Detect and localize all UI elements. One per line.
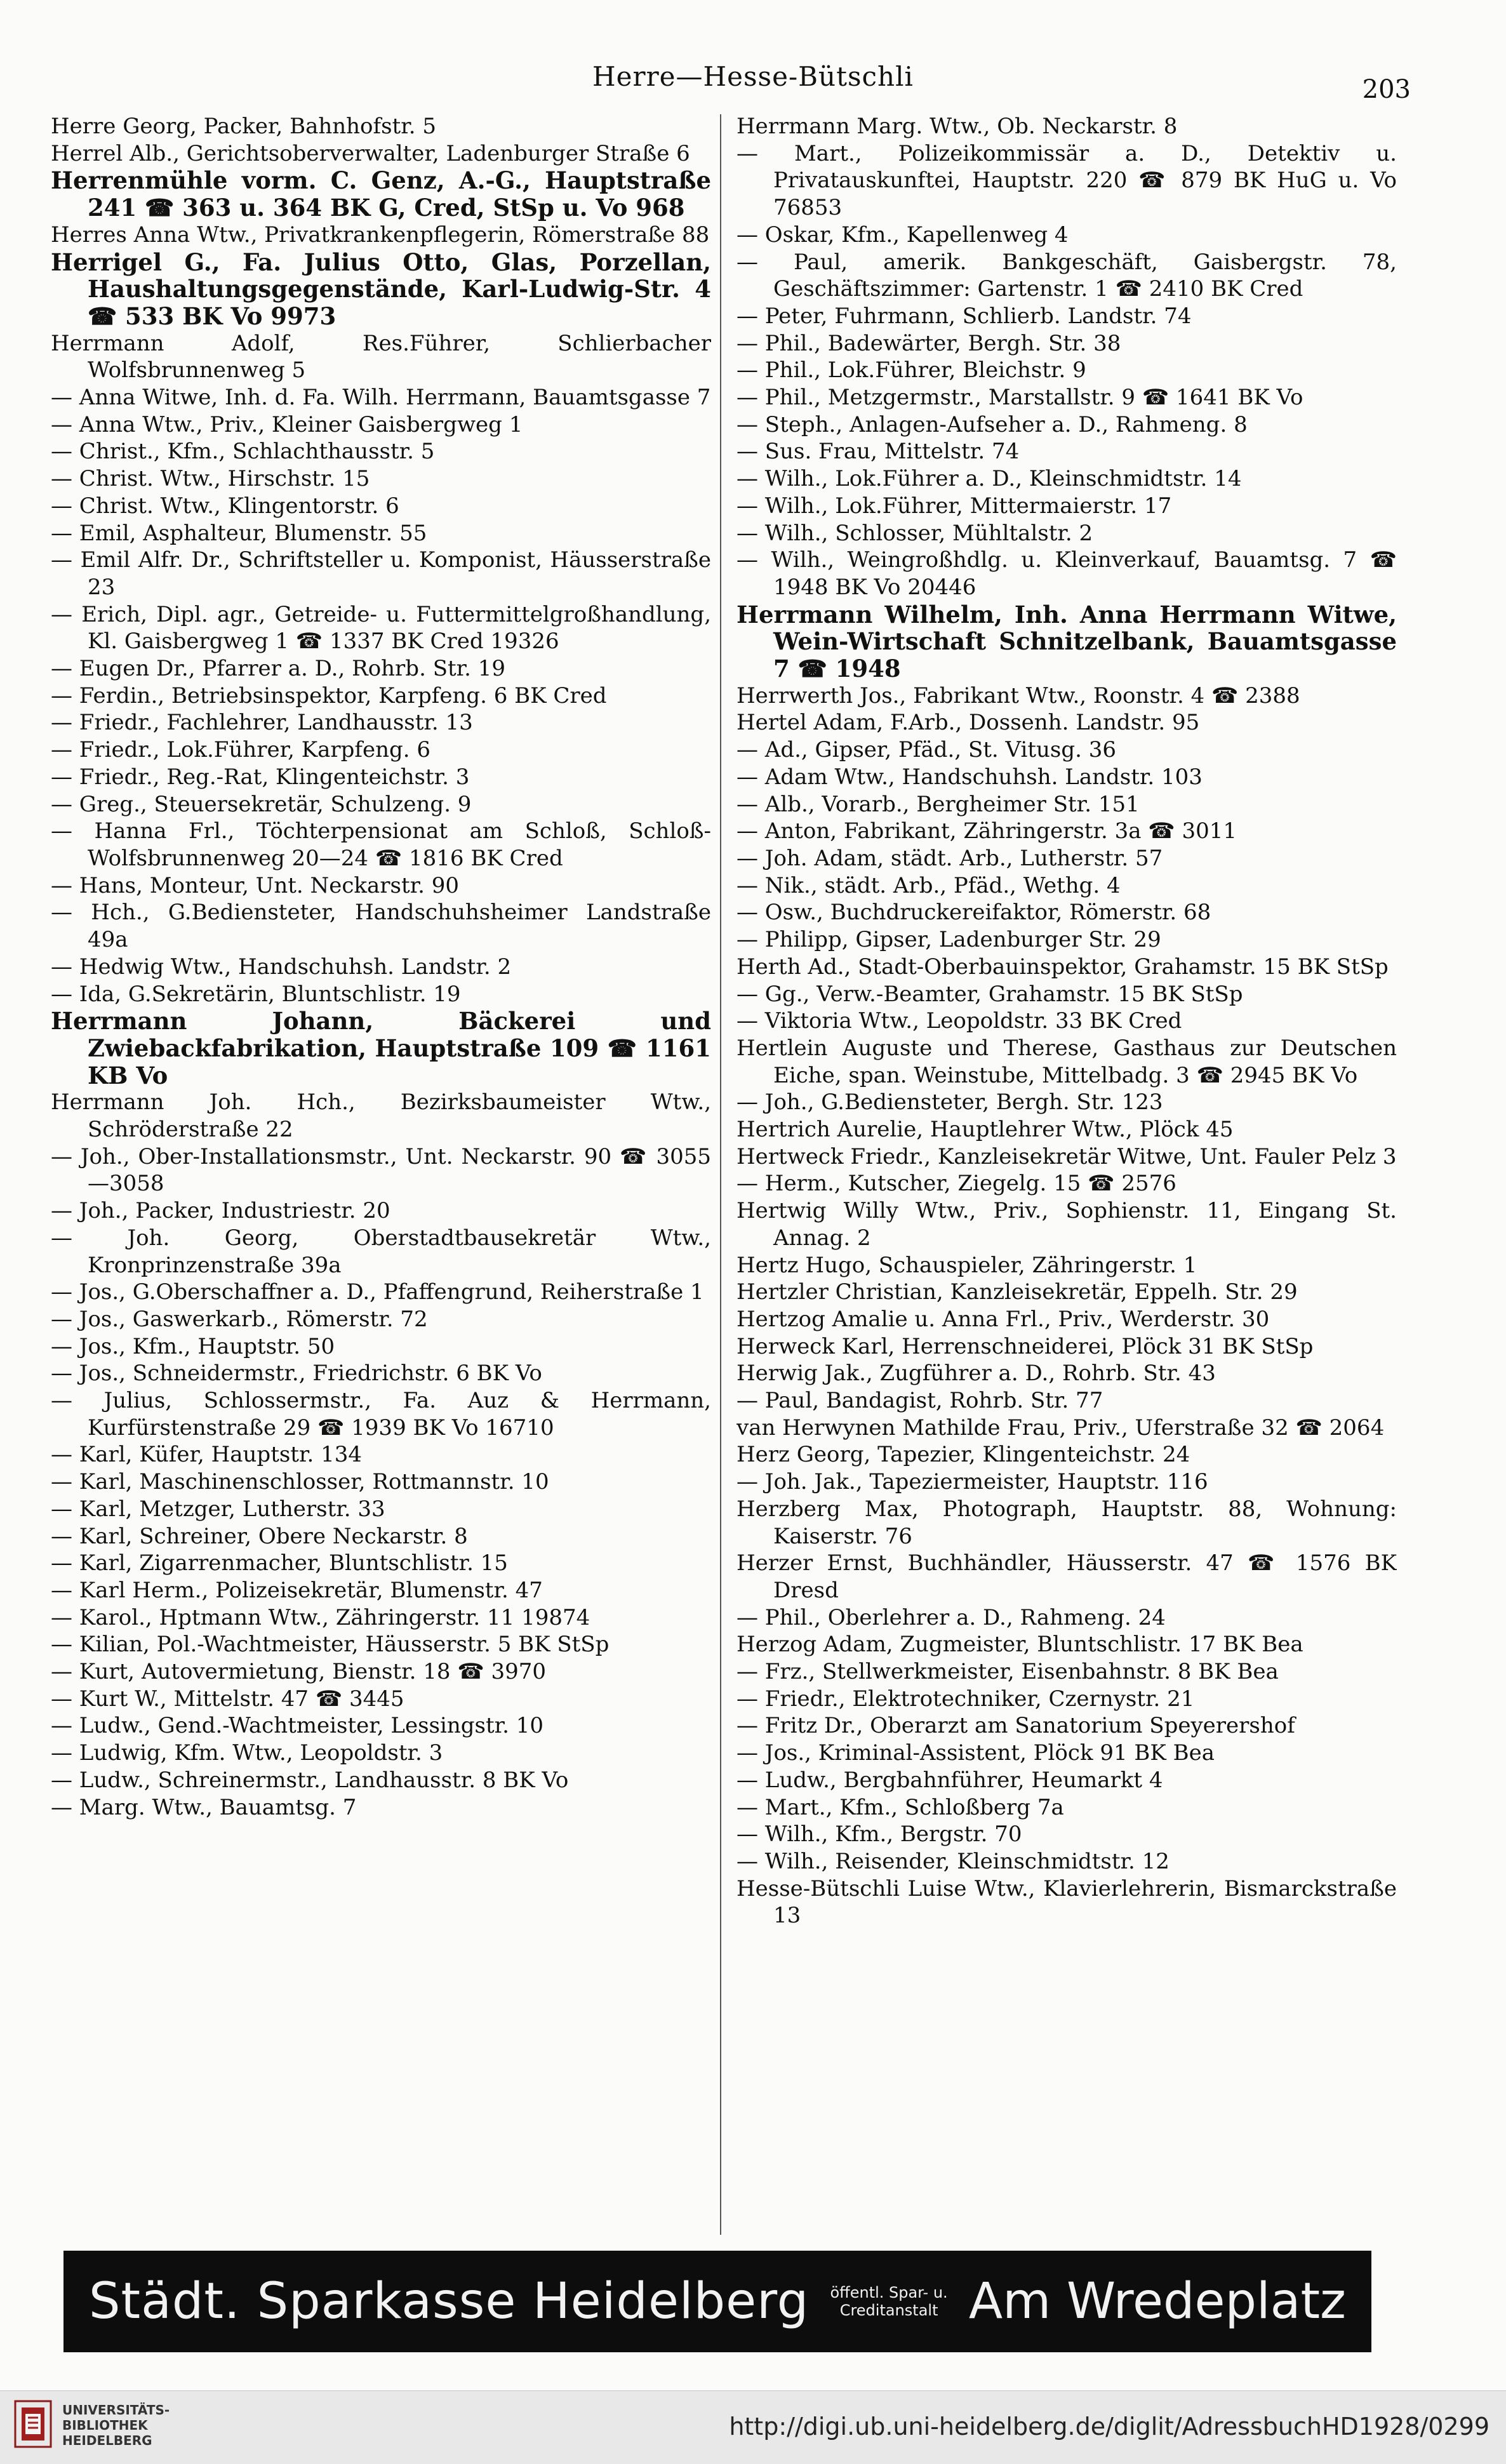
directory-entry: — Friedr., Elektrotechniker, Czernystr. 21 [736, 1686, 1195, 1712]
directory-entry: — Gg., Verw.-Beamter, Grahamstr. 15 BK StSp [736, 981, 1243, 1007]
directory-entry: — Emil, Asphalteur, Blumenstr. 55 [51, 520, 427, 546]
directory-entry: — Frz., Stellwerkmeister, Eisenbahnstr. 8 BK Bea [736, 1659, 1279, 1685]
directory-entry: — Phil., Metzgermstr., Marstallstr. 9 ☎ 1641 BK Vo [736, 385, 1303, 411]
directory-entry: Hertwig Willy Wtw., Priv., Sophienstr. 11, Eingang St. Annag. 2 [736, 1198, 1397, 1251]
directory-entry: — Steph., Anlagen-Aufseher a. D., Rahmeng. 8 [736, 411, 1248, 437]
banner-small-text: öffentl. Spar- u. Creditanstalt [830, 2284, 948, 2319]
directory-entry: — Joh. Adam, städt. Arb., Lutherstr. 57 [736, 845, 1163, 871]
directory-entry: — Paul, Bandagist, Rohrb. Str. 77 [736, 1388, 1103, 1414]
directory-entry: — Sus. Frau, Mittelstr. 74 [736, 439, 1020, 465]
directory-entry: — Christ. Wtw., Klingentorstr. 6 [51, 493, 399, 519]
directory-entry: — Anna Witwe, Inh. d. Fa. Wilh. Herrmann, Bauamtsgasse 7 [51, 385, 711, 411]
directory-entry: Herweck Karl, Herrenschneiderei, Plöck 31 BK StSp [736, 1333, 1314, 1359]
directory-entry: — Hanna Frl., Töchterpensionat am Schloß, Schloß-Wolfsbrunnenweg 20—24 ☎ 1816 BK Cred [51, 818, 711, 871]
directory-entry: — Paul, amerik. Bankgeschäft, Gaisbergstr. 78, Geschäftszimmer: Gartenstr. 1 ☎ 2410 BK Cred [736, 249, 1397, 302]
directory-entry: — Mart., Kfm., Schloßberg 7a [736, 1794, 1064, 1820]
digital-library-link[interactable]: http://digi.ub.uni-heidelberg.de/diglit/AdressbuchHD1928/0299 [729, 2413, 1489, 2441]
directory-entry: — Eugen Dr., Pfarrer a. D., Rohrb. Str. 19 [51, 656, 506, 682]
running-head: Herre—Hesse-Bütschli [592, 61, 914, 92]
directory-entry: — Wilh., Reisender, Kleinschmidtstr. 12 [736, 1849, 1169, 1874]
library-name [62, 2402, 170, 2448]
directory-entry: — Joh. Jak., Tapeziermeister, Hauptstr. 116 [736, 1469, 1208, 1495]
directory-entry: Herrel Alb., Gerichtsoberverwalter, Ladenburger Straße 6 [51, 140, 690, 166]
directory-entry: — Anna Wtw., Priv., Kleiner Gaisbergweg 1 [51, 411, 523, 437]
directory-entry: — Oskar, Kfm., Kapellenweg 4 [736, 222, 1069, 248]
directory-entry: van Herwynen Mathilde Frau, Priv., Uferstraße 32 ☎ 2064 [736, 1415, 1385, 1441]
directory-entry: — Joh., G.Bediensteter, Bergh. Str. 123 [736, 1089, 1163, 1115]
directory-entry: — Wilh., Kfm., Bergstr. 70 [736, 1821, 1022, 1848]
directory-entry: Herrenmühle vorm. C. Genz, A.-G., Hauptstraße 241 ☎ 363 u. 364 BK G, Cred, StSp u. Vo 968 [51, 166, 711, 222]
directory-entry: — Herm., Kutscher, Ziegelg. 15 ☎ 2576 [736, 1171, 1176, 1197]
directory-entry: — Emil Alfr. Dr., Schriftsteller u. Komponist, Häusserstraße 23 [51, 547, 711, 600]
directory-entry: — Phil., Oberlehrer a. D., Rahmeng. 24 [736, 1604, 1166, 1630]
directory-entry: — Hedwig Wtw., Handschuhsh. Landstr. 2 [51, 954, 512, 980]
banner-right-text: Am Wredeplatz [968, 2273, 1346, 2330]
directory-entry: — Joh. Georg, Oberstadtbausekretär Wtw., Kronprinzenstraße 39a [51, 1225, 711, 1278]
directory-entry: — Karl, Metzger, Lutherstr. 33 [51, 1496, 385, 1522]
directory-entry: — Christ., Kfm., Schlachthausstr. 5 [51, 439, 435, 465]
directory-entry: — Christ. Wtw., Hirschstr. 15 [51, 466, 370, 492]
directory-entry: — Jos., Gaswerkarb., Römerstr. 72 [51, 1306, 428, 1332]
directory-entry: — Adam Wtw., Handschuhsh. Landstr. 103 [736, 764, 1203, 790]
directory-entry: — Ida, G.Sekretärin, Bluntschlistr. 19 [51, 981, 461, 1007]
directory-entry: — Karol., Hptmann Wtw., Zähringerstr. 11 19874 [51, 1604, 590, 1630]
directory-entry: — Friedr., Fachlehrer, Landhausstr. 13 [51, 710, 473, 736]
directory-entry: Herrigel G., Fa. Julius Otto, Glas, Porzellan, Haushaltungsgegenstände, Karl-Ludwig-Str. 4 ☎ 533 BK Vo 9973 [51, 248, 711, 330]
directory-entry: — Jos., Kriminal-Assistent, Plöck 91 BK Bea [736, 1740, 1215, 1766]
directory-entry: Herrmann Marg. Wtw., Ob. Neckarstr. 8 [736, 114, 1178, 139]
directory-entry: — Phil., Badewärter, Bergh. Str. 38 [736, 330, 1121, 356]
directory-entry: — Ad., Gipser, Pfäd., St. Vitusg. 36 [736, 737, 1117, 763]
directory-entry: Herzog Adam, Zugmeister, Bluntschlistr. 17 BK Bea [736, 1632, 1303, 1658]
directory-entry: Herrmann Adolf, Res.Führer, Schlierbacher Wolfsbrunnenweg 5 [51, 330, 711, 383]
directory-entry: — Kurt, Autovermietung, Bienstr. 18 ☎ 3970 [51, 1659, 547, 1685]
directory-entry: — Fritz Dr., Oberarzt am Sanatorium Speyerershof [736, 1713, 1295, 1739]
directory-entry: Herres Anna Wtw., Privatkrankenpflegerin, Römerstraße 88 [51, 222, 710, 248]
directory-entry: — Joh., Ober-Installationsmstr., Unt. Neckarstr. 90 ☎ 3055—3058 [51, 1143, 711, 1197]
directory-entry: — Kilian, Pol.-Wachtmeister, Häusserstr. 5 BK StSp [51, 1632, 610, 1658]
library-name-line: UNIVERSITÄTS- BIBLIOTHEK HEIDELBERG [62, 2402, 170, 2448]
directory-entry: — Marg. Wtw., Bauamtsg. 7 [51, 1794, 357, 1820]
directory-entry: Herth Ad., Stadt-Oberbauinspektor, Grahamstr. 15 BK StSp [736, 954, 1389, 980]
directory-entry: Herre Georg, Packer, Bahnhofstr. 5 [51, 114, 436, 139]
directory-entry: Hertweck Friedr., Kanzleisekretär Witwe, Unt. Fauler Pelz 3 [736, 1143, 1397, 1169]
directory-entry: Herzberg Max, Photograph, Hauptstr. 88, Wohnung: Kaiserstr. 76 [736, 1496, 1397, 1549]
directory-entry: — Anton, Fabrikant, Zähringerstr. 3a ☎ 3011 [736, 818, 1237, 844]
directory-entry: — Friedr., Lok.Führer, Karpfeng. 6 [51, 737, 431, 763]
directory-entry: Hertzog Amalie u. Anna Frl., Priv., Werderstr. 30 [736, 1306, 1270, 1332]
directory-entry: — Karl, Maschinenschlosser, Rottmannstr. 10 [51, 1469, 549, 1495]
directory-entry: — Mart., Polizeikommissär a. D., Detektiv u. Privatauskunftei, Hauptstr. 220 ☎ 879 BK HuG u. Vo 76853 [736, 140, 1397, 221]
directory-entry: Herrmann Johann, Bäckerei und Zwiebackfabrikation, Hauptstraße 109 ☎ 1161 KB Vo [51, 1007, 711, 1089]
directory-entry: — Wilh., Weingroßhdlg. u. Kleinverkauf, Bauamtsg. 7 ☎ 1948 BK Vo 20446 [736, 547, 1397, 600]
page-number: 203 [1362, 75, 1411, 104]
directory-entry: — Greg., Steuersekretär, Schulzeng. 9 [51, 791, 472, 817]
directory-entry: — Karl, Schreiner, Obere Neckarstr. 8 [51, 1523, 468, 1549]
directory-entry: — Peter, Fuhrmann, Schlierb. Landstr. 74 [736, 303, 1192, 329]
directory-entry: Hertrich Aurelie, Hauptlehrer Wtw., Plöck 45 [736, 1117, 1234, 1143]
directory-entry: Herz Georg, Tapezier, Klingenteichstr. 24 [736, 1442, 1190, 1468]
directory-entry: — Erich, Dipl. agr., Getreide- u. Futtermittelgroßhandlung, Kl. Gaisbergweg 1 ☎ 1337 BK Cred 19326 [51, 601, 711, 655]
directory-entry: Herrwerth Jos., Fabrikant Wtw., Roonstr. 4 ☎ 2388 [736, 683, 1300, 709]
directory-entry: Herzer Ernst, Buchhändler, Häusserstr. 47 ☎ 1576 BK Dresd [736, 1550, 1397, 1603]
directory-entry: Hertel Adam, F.Arb., Dossenh. Landstr. 95 [736, 710, 1200, 736]
directory-entry: Herrmann Wilhelm, Inh. Anna Herrmann Witwe, Wein-Wirtschaft Schnitzelbank, Bauamtsgasse 7 ☎ 1948 [736, 600, 1397, 683]
directory-entry: — Kurt W., Mittelstr. 47 ☎ 3445 [51, 1686, 404, 1712]
directory-entry: — Jos., G.Oberschaffner a. D., Pfaffengrund, Reiherstraße 1 [51, 1279, 704, 1305]
directory-entry: — Ludwig, Kfm. Wtw., Leopoldstr. 3 [51, 1740, 443, 1766]
directory-entry: — Ludw., Bergbahnführer, Heumarkt 4 [736, 1767, 1163, 1793]
banner-main-text: Städt. Sparkasse Heidelberg [89, 2273, 810, 2330]
advertisement-banner [63, 2251, 1371, 2352]
directory-entry: Herrmann Joh. Hch., Bezirksbaumeister Wtw., Schröderstraße 22 [51, 1089, 711, 1143]
left-column [51, 113, 711, 2246]
directory-entry: — Jos., Schneidermstr., Friedrichstr. 6 BK Vo [51, 1361, 542, 1387]
directory-entry: — Viktoria Wtw., Leopoldstr. 33 BK Cred [736, 1008, 1182, 1034]
directory-entry: Hesse-Bütschli Luise Wtw., Klavierlehrerin, Bismarckstraße 13 [736, 1875, 1397, 1929]
directory-entry: — Ludw., Schreinermstr., Landhausstr. 8 BK Vo [51, 1767, 569, 1793]
university-seal-icon [13, 2399, 53, 2449]
directory-entry: Hertzler Christian, Kanzleisekretär, Eppelh. Str. 29 [736, 1279, 1298, 1305]
directory-entry: — Jos., Kfm., Hauptstr. 50 [51, 1333, 335, 1359]
directory-entry: — Osw., Buchdruckereifaktor, Römerstr. 68 [736, 900, 1211, 926]
directory-entry: — Phil., Lok.Führer, Bleichstr. 9 [736, 357, 1086, 383]
footer-bar [0, 2390, 1506, 2464]
directory-entry: — Ferdin., Betriebsinspektor, Karpfeng. 6 BK Cred [51, 683, 607, 709]
directory-entry: — Joh., Packer, Industriestr. 20 [51, 1198, 390, 1224]
directory-entry: — Hans, Monteur, Unt. Neckarstr. 90 [51, 872, 460, 898]
right-column [736, 113, 1397, 2246]
directory-entry: — Alb., Vorarb., Bergheimer Str. 151 [736, 791, 1140, 817]
directory-entry: — Ludw., Gend.-Wachtmeister, Lessingstr. 10 [51, 1713, 544, 1739]
directory-entry: Hertz Hugo, Schauspieler, Zähringerstr. 1 [736, 1252, 1197, 1278]
directory-entry: — Wilh., Schlosser, Mühltalstr. 2 [736, 520, 1093, 546]
directory-entry: — Hch., G.Bediensteter, Handschuhsheimer Landstraße 49a [51, 900, 711, 953]
directory-entry: — Karl Herm., Polizeisekretär, Blumenstr. 47 [51, 1577, 543, 1603]
directory-entry: — Karl, Zigarrenmacher, Bluntschlistr. 15 [51, 1550, 508, 1576]
directory-entry: Hertlein Auguste und Therese, Gasthaus zur Deutschen Eiche, span. Weinstube, Mittelbadg. 3 ☎ 2945 BK Vo [736, 1035, 1397, 1088]
directory-entry: — Wilh., Lok.Führer a. D., Kleinschmidtstr. 14 [736, 466, 1242, 492]
directory-entry: — Julius, Schlossermstr., Fa. Auz & Herrmann, Kurfürstenstraße 29 ☎ 1939 BK Vo 16710 [51, 1388, 711, 1441]
directory-entry: — Karl, Küfer, Hauptstr. 134 [51, 1442, 362, 1468]
directory-entry: — Nik., städt. Arb., Pfäd., Wethg. 4 [736, 872, 1121, 898]
directory-entry: — Friedr., Reg.-Rat, Klingenteichstr. 3 [51, 764, 470, 790]
directory-entry: — Wilh., Lok.Führer, Mittermaierstr. 17 [736, 493, 1172, 519]
column-divider [720, 114, 721, 2235]
directory-entry: Herwig Jak., Zugführer a. D., Rohrb. Str. 43 [736, 1361, 1216, 1387]
directory-entry: — Philipp, Gipser, Ladenburger Str. 29 [736, 927, 1161, 953]
